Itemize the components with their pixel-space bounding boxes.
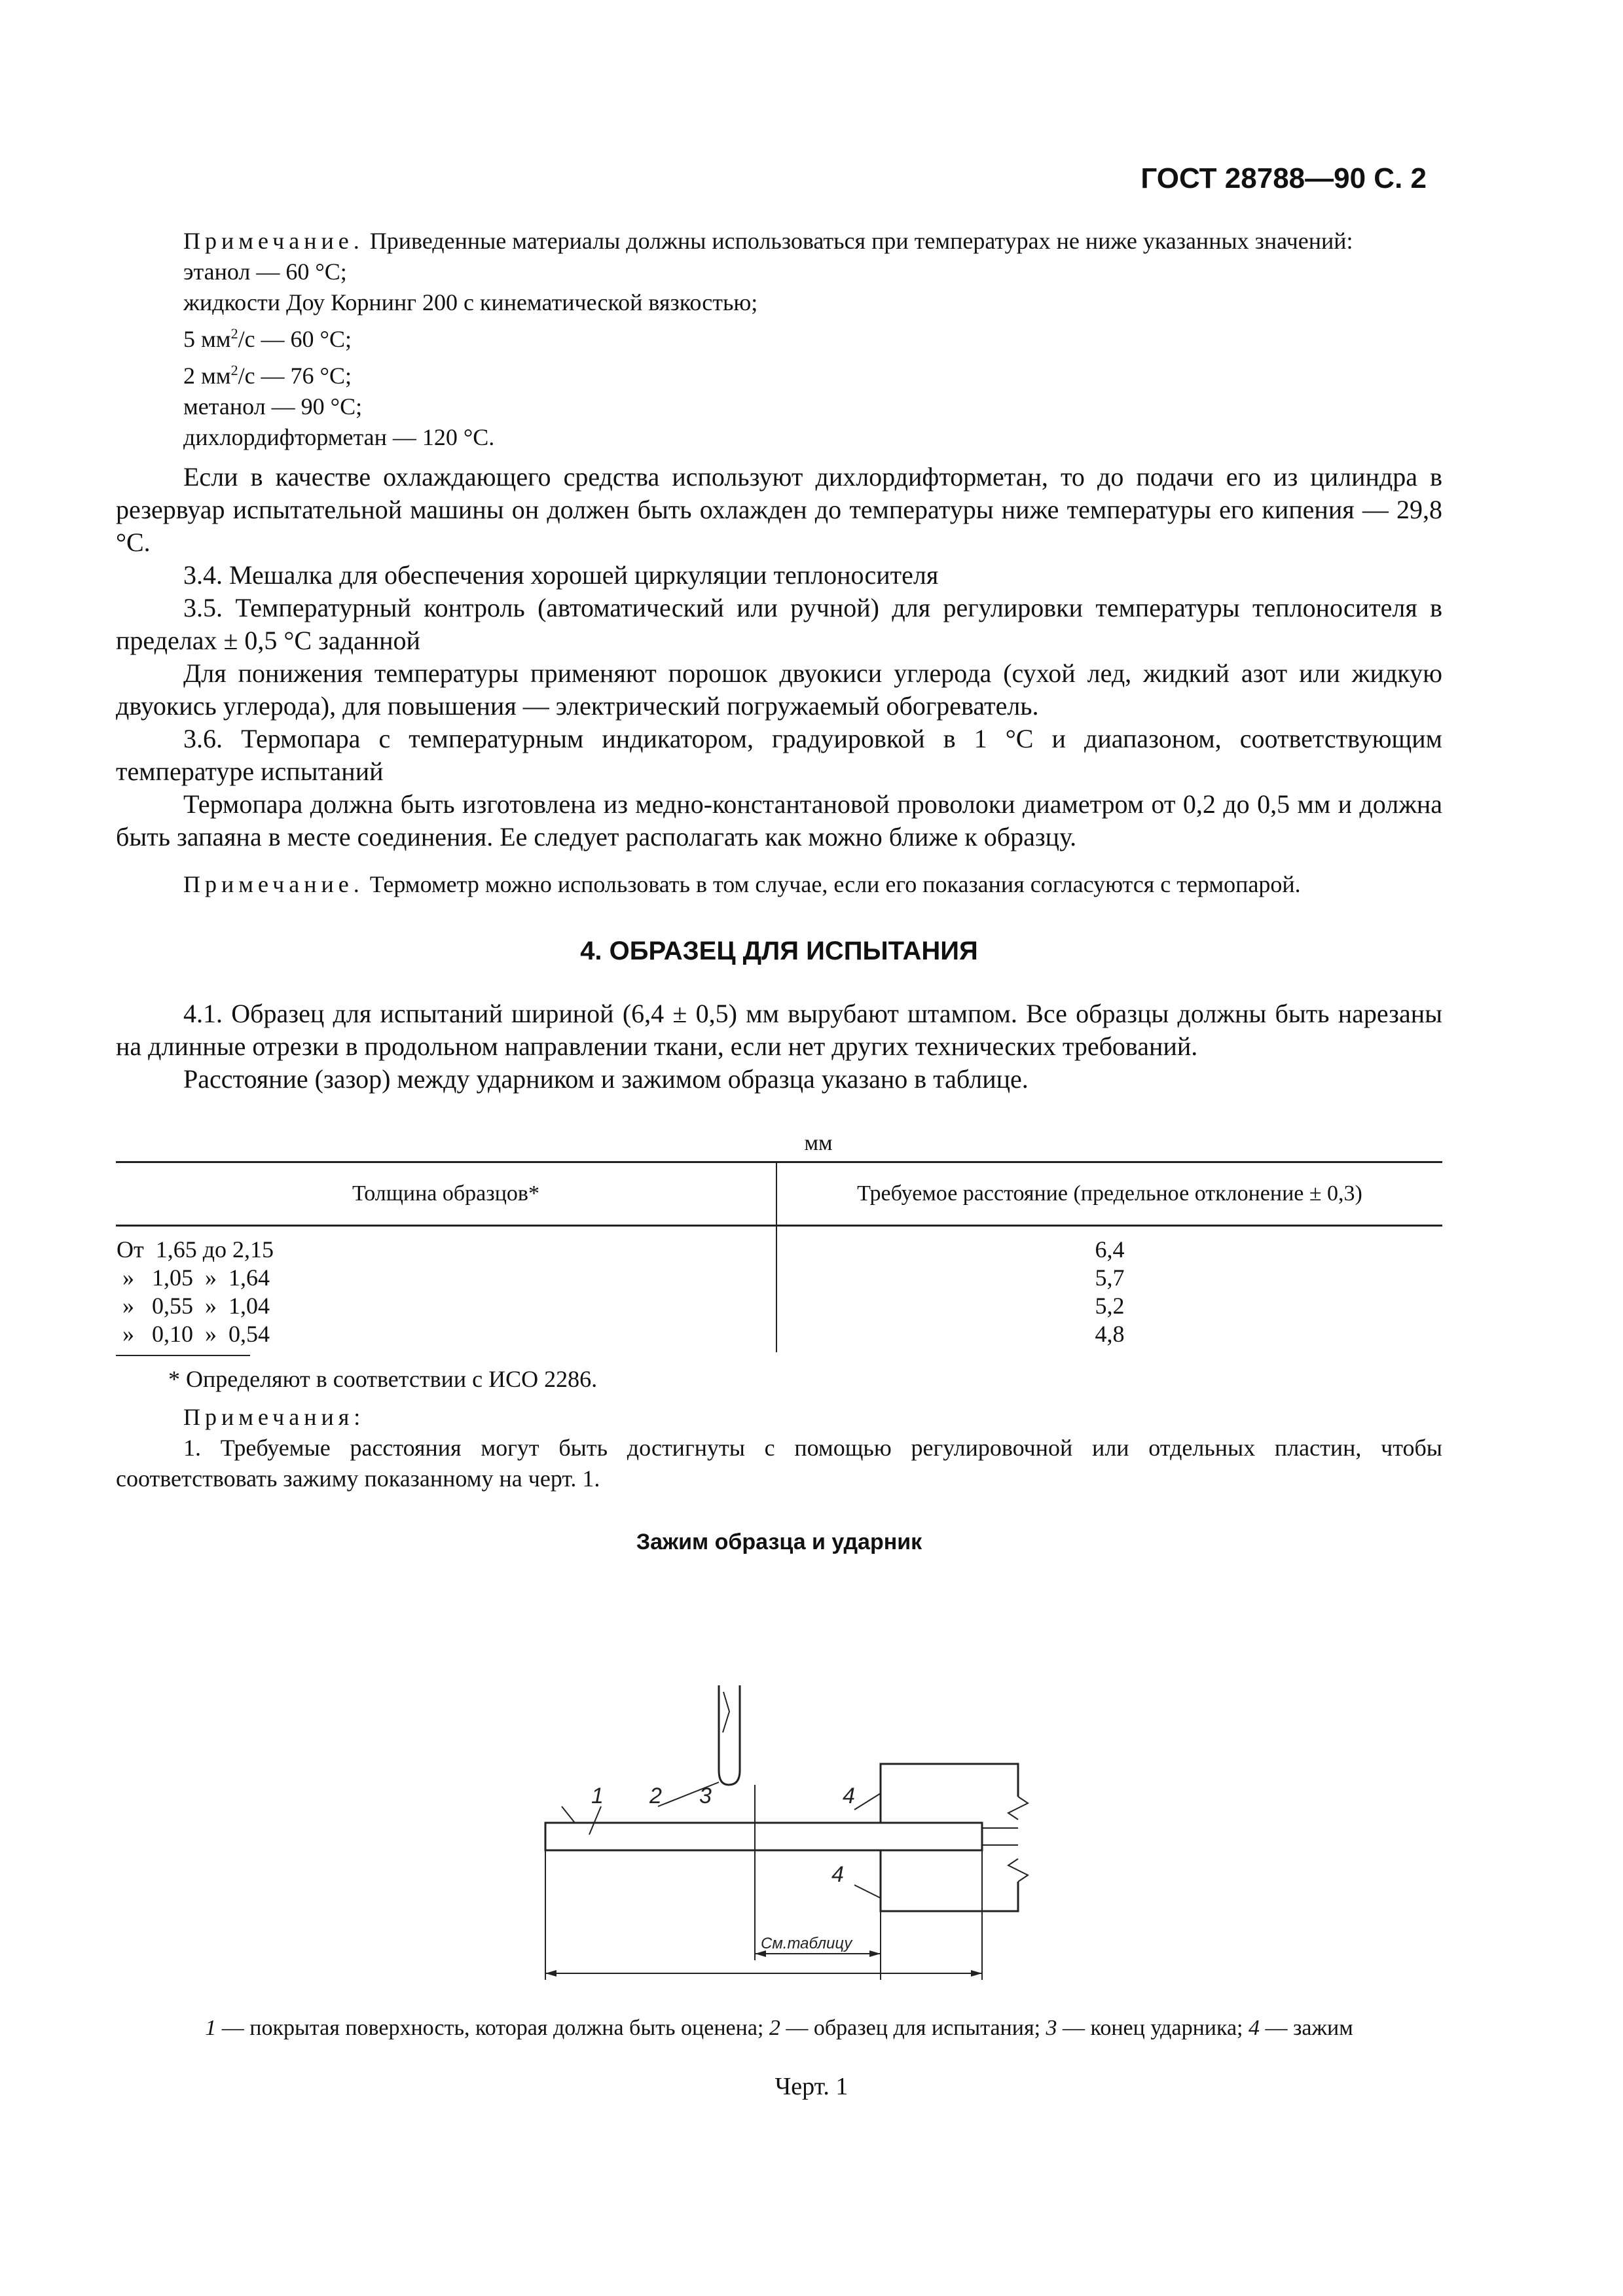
table-footnote: * Определяют в соответствии с ИСО 2286. bbox=[168, 1366, 598, 1392]
paragraph-cooling: Если в качестве охлаждающего средства используют дихлордифторметан, то до подачи его из цилиндра в резервуар испытательной машины он должен быть охлажден до температуры ниже температуры его кипения — 29,8 °С. bbox=[116, 462, 1442, 557]
table-body-row bbox=[116, 1226, 1442, 1353]
table-row: » 1,05 » 1,64 bbox=[117, 1265, 270, 1291]
table-row: » 0,55 » 1,04 bbox=[117, 1293, 270, 1319]
table-header-row bbox=[116, 1162, 1442, 1226]
paragraph-temperature: Для понижения температуры применяют порошок двуокиси углерода (сухой лед, жидкий азот или жидкую двуокись углерода), для повышения — электрический погружаемый обогреватель. bbox=[116, 658, 1442, 721]
table-header-distance: Требуемое расстояние (предельное отклонение ± 0,3) bbox=[776, 1162, 1442, 1226]
table-row: От 1,65 до 2,15 bbox=[117, 1236, 274, 1263]
figure-label-2: 2 bbox=[649, 1784, 662, 1808]
note-item-methanol: метанол — 90 °С; bbox=[183, 393, 363, 420]
dimension-label: См.таблицу bbox=[761, 1935, 852, 1952]
legend-text-1: — покрытая поверхность, которая должна быть оценена; bbox=[216, 2016, 769, 2040]
note-label: Примечание. bbox=[183, 228, 364, 254]
footnote-divider bbox=[116, 1355, 250, 1356]
legend-text-3: — конец ударника; bbox=[1057, 2016, 1249, 2040]
notes-label: Примечания: bbox=[183, 1404, 365, 1430]
figure-label-1: 1 bbox=[591, 1784, 604, 1808]
table-value: 5,2 bbox=[1095, 1293, 1125, 1319]
break-mark-lower bbox=[1008, 1859, 1028, 1882]
note-label: Примечание. bbox=[183, 871, 364, 897]
table-row: » 0,10 » 0,54 bbox=[117, 1321, 270, 1347]
note-item-5mm: 5 $мм^2/с$ — 60 °С; bbox=[183, 325, 352, 352]
distance-table bbox=[116, 1161, 1442, 1352]
note-item-dow-corning: жидкости Доу Корнинг 200 с кинематической вязкостью; bbox=[183, 289, 758, 315]
break-mark-upper bbox=[1008, 1797, 1028, 1820]
clamp-diagram bbox=[524, 1685, 1041, 2000]
note-item-2mm: 2 $мм^2/с$ — 76 °С; bbox=[183, 362, 352, 389]
legend-num-4: 4 bbox=[1249, 2016, 1260, 2040]
legend-num-3: 3 bbox=[1046, 2016, 1057, 2040]
figure-label-3: 3 bbox=[699, 1784, 712, 1808]
note-item-1: 1. Требуемые расстояния могут быть достигнуты с помощью регулировочной или отдельных пластин, чтобы соответствовать зажиму показанному на черт. 1. bbox=[116, 1435, 1442, 1492]
figure-legend bbox=[116, 2016, 1442, 2041]
notes-heading bbox=[116, 1402, 1442, 1433]
document-header: ГОСТ 28788—90 С. 2 bbox=[1140, 162, 1427, 194]
figure-caption: Черт. 1 bbox=[775, 2073, 848, 2100]
table-thickness-cell bbox=[116, 1226, 776, 1353]
paragraph-3-6: 3.6. Термопара с температурным индикатором, градуировкой в 1 °С и диапазоном, соответствующим температуре испытаний bbox=[116, 724, 1442, 786]
note-item-ethanol: этанол — 60 °С; bbox=[183, 259, 347, 285]
note-materials bbox=[116, 226, 1442, 257]
table-value: 4,8 bbox=[1095, 1321, 1125, 1347]
figure-title: Зажим образца и ударник bbox=[636, 1530, 922, 1554]
legend-text-2: — образец для испытания; bbox=[780, 2016, 1046, 2040]
figure-label-4-upper: 4 bbox=[843, 1784, 855, 1808]
paragraph-distance: Расстояние (зазор) между ударником и зажимом образца указано в таблице. bbox=[183, 1064, 1029, 1094]
table-value: 6,4 bbox=[1095, 1236, 1125, 1263]
table-value: 5,7 bbox=[1095, 1265, 1125, 1291]
section-title: 4. ОБРАЗЕЦ ДЛЯ ИСПЫТАНИЯ bbox=[580, 937, 978, 965]
legend-num-1: 1 bbox=[205, 2016, 217, 2040]
clamp-upper-shape bbox=[881, 1764, 1018, 1823]
table-header-thickness: Толщина образцов* bbox=[116, 1162, 776, 1226]
table-distance-cell bbox=[776, 1226, 1442, 1353]
note-thermometer bbox=[116, 869, 1442, 900]
paragraph-4-1: 4.1. Образец для испытаний шириной (6,4 ± 0,5) мм вырубают штампом. Все образцы должны быть нарезаны на длинные отрезки в продольном направлении ткани, если нет других технических требований. bbox=[116, 999, 1442, 1061]
figure-label-4-lower: 4 bbox=[831, 1862, 844, 1887]
specimen-shape bbox=[545, 1823, 982, 1850]
paragraph-thermocouple: Термопара должна быть изготовлена из медно-константановой проволоки диаметром от 0,2 до 0,5 мм и должна быть запаяна в месте соединения. Ее следует располагать как можно ближе к образцу. bbox=[116, 789, 1442, 852]
paragraph-3-4: 3.4. Мешалка для обеспечения хорошей циркуляции теплоносителя bbox=[183, 560, 939, 590]
legend-num-2: 2 bbox=[769, 2016, 780, 2040]
paragraph-3-5: 3.5. Температурный контроль (автоматический или ручной) для регулировки температуры теплоносителя в пределах ± 0,5 °С заданной bbox=[116, 593, 1442, 655]
striker-shape bbox=[719, 1685, 740, 1785]
note-text: Термометр можно использовать в том случае, если его показания согласуются с термопарой. bbox=[363, 871, 1301, 897]
note-text: Приведенные материалы должны использоваться при температурах не ниже указанных значений: bbox=[363, 228, 1353, 254]
note-item-freon: дихлордифторметан — 120 °С. bbox=[183, 424, 495, 450]
table-unit: мм bbox=[804, 1131, 833, 1155]
legend-text-4: — зажим bbox=[1260, 2016, 1353, 2040]
clamp-lower-shape bbox=[881, 1850, 1018, 1911]
main-content bbox=[116, 226, 1442, 1555]
